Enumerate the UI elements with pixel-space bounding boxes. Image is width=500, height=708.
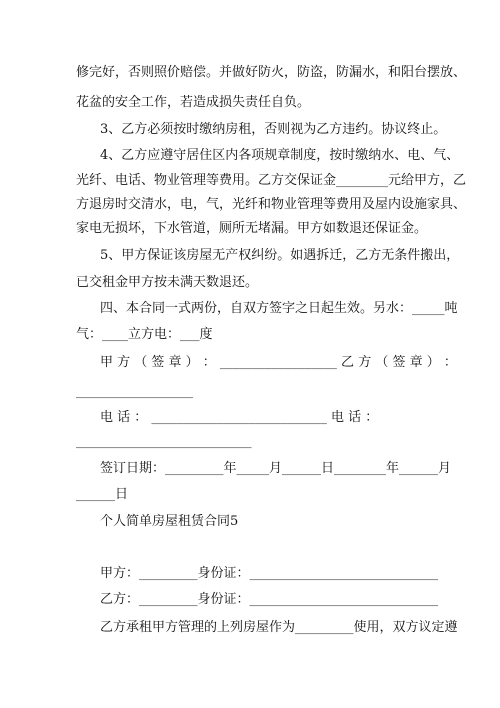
signature-blank: __________________: [76, 384, 193, 399]
text-line: 气：____立方电：___度: [76, 327, 213, 342]
text-line: 乙方承租甲方管理的上列房屋作为_________使用，双方议定遵: [100, 620, 458, 635]
text-line: 花盆的安全工作，若造成损失责任自负。: [76, 95, 311, 110]
text-line: 方退房时交清水，电，气，光纤和物业管理等费用及屋内设施家具、: [76, 197, 467, 212]
phone-line: 电 话 ： ___________________________ 电 话 ：: [100, 410, 379, 425]
contract-title: 个人简单房屋租赁合同5: [100, 514, 239, 529]
signature-line-party-a: 甲 方 （ 签 章 ） ： __________________ 乙 方 （ 签 章 ） ：: [100, 355, 457, 370]
signing-date-day: ______日: [76, 487, 129, 502]
text-line: 光纤、电话、物业管理等费用。乙方交保证金________元给甲方，乙: [76, 173, 467, 188]
text-line: 修完好，否则照价赔偿。并做好防火，防盗，防漏水，和阳台摆放、: [76, 65, 467, 80]
signing-date-line: 签订日期：_________年_____月______日________年______月: [100, 461, 452, 476]
clause-3: 3、乙方必须按时缴纳房租，否则视为乙方违约。协议终止。: [100, 122, 447, 137]
text-line: 已交租金甲方按未满天数退还。: [76, 275, 259, 290]
clause-4: 4、乙方应遵守居住区内各项规章制度，按时缴纳水、电、气、: [100, 148, 460, 163]
party-a-line: 甲方：_________身份证：_____________________________: [100, 566, 439, 581]
text-line: 家电无损坏，下水管道，厕所无堵漏。甲方如数退还保证金。: [76, 221, 428, 236]
party-b-line: 乙方：_________身份证：_____________________________: [100, 592, 439, 607]
clause-5: 5、甲方保证该房屋无产权纠纷。如遇拆迁，乙方无条件搬出，: [100, 248, 460, 263]
phone-blank: ___________________________: [76, 434, 252, 449]
section-4: 四、本合同一式两份，自双方签字之日起生效。另水：_____吨: [100, 301, 458, 316]
